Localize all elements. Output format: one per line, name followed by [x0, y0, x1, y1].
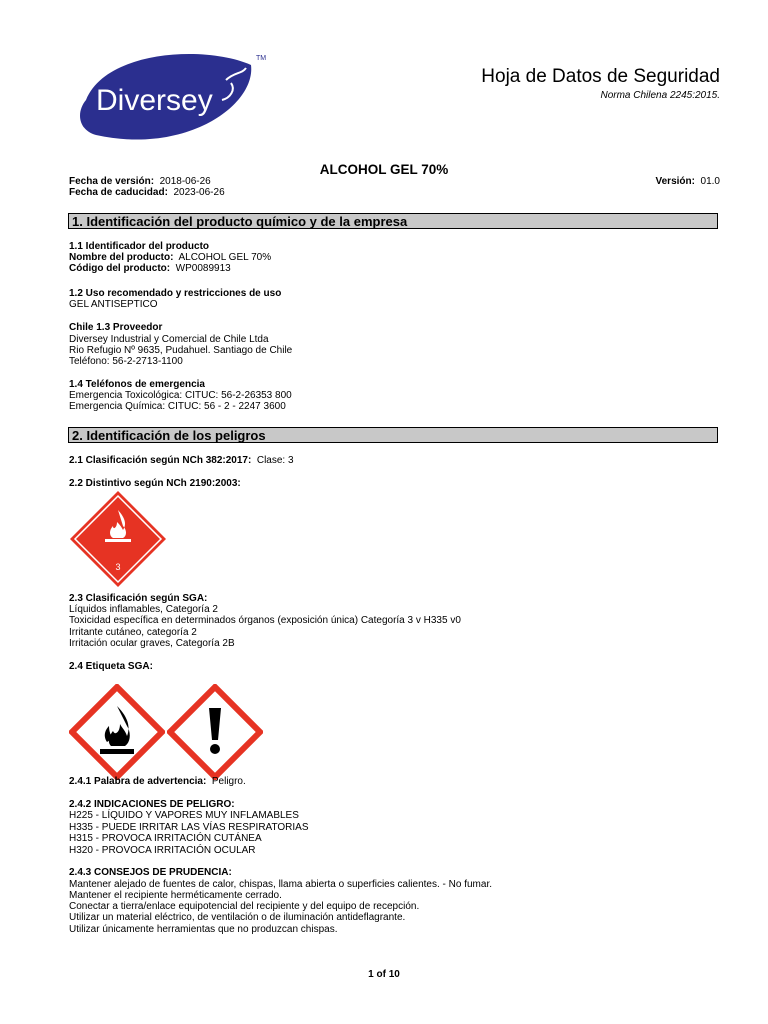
version-date-row: Fecha de versión: 2018-06-26 [69, 176, 211, 187]
ghs-flame-icon [69, 684, 165, 780]
section-1-heading: 1. Identificación del producto químico y de la empresa [68, 213, 718, 229]
supplier-line: Rio Refugio Nº 9635, Pudahuel. Santiago de Chile [69, 345, 293, 356]
ghs-exclamation-icon [167, 684, 263, 780]
diversey-logo [66, 50, 266, 150]
supplier-line: Teléfono: 56-2-2713-1100 [69, 356, 183, 367]
precaution-line: Conectar a tierra/enlace equipotencial del recipiente y del equipo de recepción. [69, 901, 420, 912]
version-row: Versión: 01.0 [655, 176, 720, 187]
supplier-line: Diversey Industrial y Comercial de Chile Ltda [69, 334, 269, 345]
precaution-line: Utilizar un material eléctrico, de ventilación o de iluminación antideflagrante. [69, 912, 406, 923]
s12-label: 1.2 Uso recomendado y restricciones de uso [69, 288, 282, 299]
page-number: 1 of 10 [368, 969, 400, 980]
s21-row: 2.1 Clasificación según NCh 382:2017: Clase: 3 [69, 455, 294, 466]
s13-label: Chile 1.3 Proveedor [69, 322, 163, 333]
emergency-line: Emergencia Química: CITUC: 56 - 2 - 2247 3600 [69, 401, 286, 412]
document-title: Hoja de Datos de Seguridad [481, 66, 720, 87]
hazard-line: H335 - PUEDE IRRITAR LAS VÍAS RESPIRATORIAS [69, 822, 309, 833]
emergency-line: Emergencia Toxicológica: CITUC: 56-2-26353 800 [69, 390, 292, 401]
trademark: TM [256, 55, 266, 62]
sga-line: Toxicidad específica en determinados órganos (exposición única) Categoría 3 v H335 v0 [69, 615, 461, 626]
precaution-line: Mantener alejado de fuentes de calor, chispas, llama abierta o superficies calientes. - No fumar. [69, 879, 493, 890]
section-2-heading: 2. Identificación de los peligros [68, 427, 718, 443]
sga-line: Irritación ocular graves, Categoría 2B [69, 638, 235, 649]
sga-line: Irritante cutáneo, categoría 2 [69, 627, 197, 638]
hazard-line: H225 - LÍQUIDO Y VAPORES MUY INFLAMABLES [69, 810, 299, 821]
flammable-diamond-icon [69, 490, 167, 588]
s242-label: 2.4.2 INDICACIONES DE PELIGRO: [69, 799, 235, 810]
s243-label: 2.4.3 CONSEJOS DE PRUDENCIA: [69, 867, 232, 878]
class-number: 3 [115, 562, 121, 572]
product-code-row: Código del producto: WP0089913 [69, 263, 231, 274]
hazard-line: H320 - PROVOCA IRRITACIÓN OCULAR [69, 845, 256, 856]
sga-line: Líquidos inflamables, Categoría 2 [69, 604, 218, 615]
s22-label: 2.2 Distintivo según NCh 2190:2003: [69, 478, 241, 489]
precaution-line: Mantener el recipiente herméticamente cerrado. [69, 890, 282, 901]
product-title: ALCOHOL GEL 70% [319, 162, 449, 177]
norm-reference: Norma Chilena 2245:2015. [600, 90, 720, 101]
brand-wordmark: Diversey [96, 84, 213, 117]
s11-label: 1.1 Identificador del producto [69, 241, 210, 252]
s24-label: 2.4 Etiqueta SGA: [69, 661, 153, 672]
product-name-row: Nombre del producto: ALCOHOL GEL 70% [69, 252, 272, 263]
use-value: GEL ANTISEPTICO [69, 299, 158, 310]
hazard-line: H315 - PROVOCA IRRITACIÓN CUTÁNEA [69, 833, 262, 844]
precaution-line: Utilizar únicamente herramientas que no produzcan chispas. [69, 924, 338, 935]
s23-label: 2.3 Clasificación según SGA: [69, 593, 208, 604]
s14-label: 1.4 Teléfonos de emergencia [69, 379, 205, 390]
s241-row: 2.4.1 Palabra de advertencia: Peligro. [69, 776, 246, 787]
expiry-date-row: Fecha de caducidad: 2023-06-26 [69, 187, 225, 198]
